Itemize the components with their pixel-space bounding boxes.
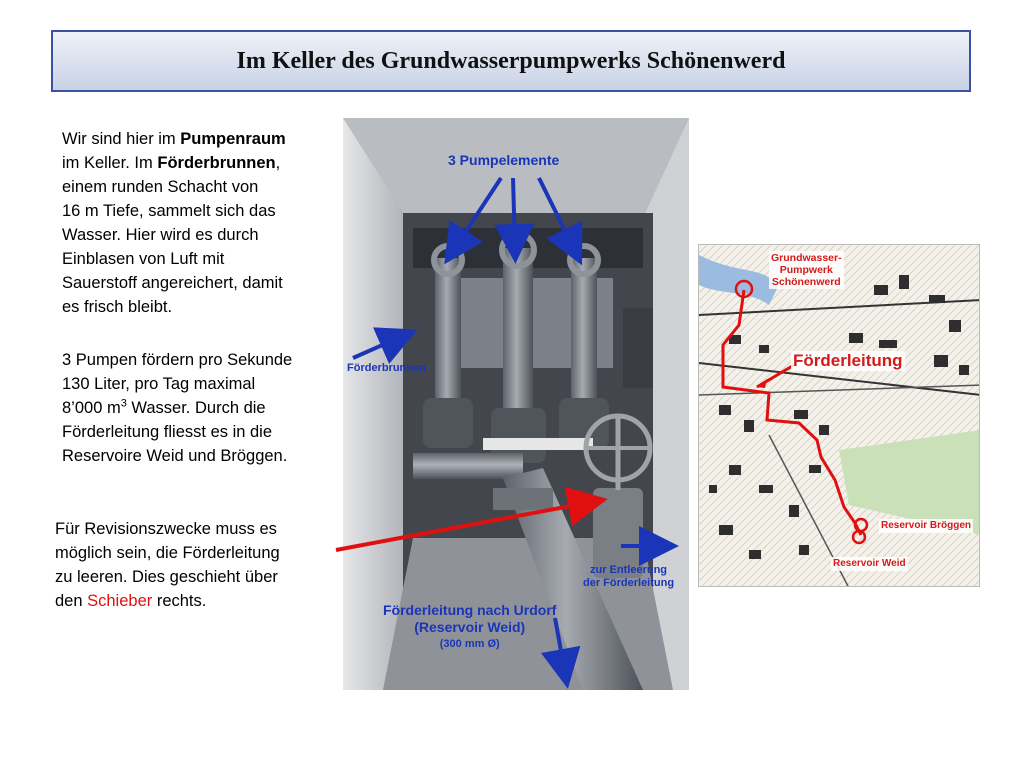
- paragraph-pumpenraum: Wir sind hier im Pumpenraum im Keller. Im Förderbrunnen, einem runden Schacht von 16 m Tiefe, sammelt sich das Wasser. Hier wird es durch Einblasen von Luft mit Sauerstoff angereichert, damit es frisch bleibt.: [62, 130, 286, 316]
- map-label-reservoir-broeggen: Reservoir Bröggen: [881, 520, 972, 531]
- paragraph-revision: Für Revisionszwecke muss es möglich sein, die Förderleitung zu leeren. Dies geschieht über den Schieber rechts.: [55, 520, 280, 610]
- page-title: Im Keller des Grundwasserpumpwerks Schönenwerd: [236, 47, 786, 74]
- label-foerderbrunnen: Förderbrunnen: [347, 362, 426, 374]
- pump-room-photo: [343, 118, 689, 690]
- term-schieber: Schieber: [87, 592, 153, 610]
- route-map: [698, 244, 980, 587]
- label-pumpelemente: 3 Pumpelemente: [448, 152, 560, 168]
- map-illustration: [699, 245, 980, 587]
- map-label-pumpwerk: Grundwasser- Pumpwerk Schönenwerd: [771, 252, 842, 288]
- label-entleerung: zur Entleerung der Förderleitung: [583, 564, 675, 589]
- title-box: [51, 30, 971, 92]
- term-pumpenraum: Pumpenraum: [180, 130, 286, 148]
- label-foerderleitung-urdorf: Förderleitung nach Urdorf (Reservoir Weid) (300 mm Ø): [383, 602, 557, 650]
- map-label-foerderleitung: Förderleitung: [793, 351, 903, 370]
- map-label-reservoir-weid: Reservoir Weid: [833, 558, 906, 569]
- paragraph-pumpen: 3 Pumpen fördern pro Sekunde 130 Liter, pro Tag maximal 8’000 $m^3$ Wasser. Durch die Förderleitung fliesst es in die Reservoire Weid und Bröggen.: [62, 351, 293, 465]
- term-foerderbrunnen: Förderbrunnen: [157, 154, 276, 172]
